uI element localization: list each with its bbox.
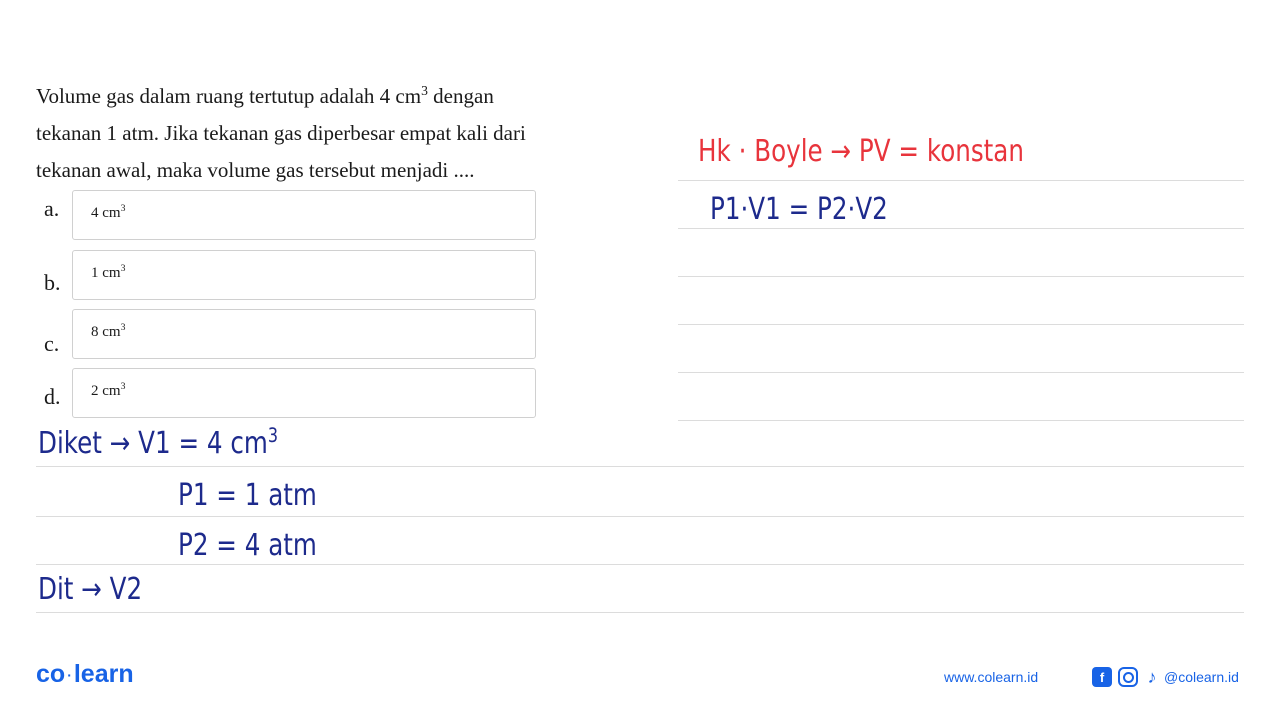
tiktok-icon[interactable]: ♪ [1147, 666, 1157, 687]
handwritten-known-p2: P2 = 4 atm [178, 528, 317, 563]
question-text [36, 72, 636, 189]
option-box[interactable] [72, 309, 536, 359]
ruled-line [36, 612, 1244, 613]
colearn-logo: co ·learn [36, 660, 134, 688]
facebook-icon[interactable]: f [1092, 667, 1112, 687]
option-value: 1 $cm^3$ [91, 263, 126, 281]
option-letter: a. [44, 196, 60, 221]
ruled-line [678, 420, 1244, 421]
option-letter: c. [44, 331, 60, 356]
option-value: 4 $cm^3$ [91, 203, 126, 221]
option-value: 8 $cm^3$ [91, 322, 126, 340]
ruled-line [678, 372, 1244, 373]
social-handle[interactable]: @colearn.id [1164, 669, 1239, 685]
ruled-line [36, 564, 1244, 565]
handwritten-known-v1: Diket → V1 = 4 $cm^3$ [38, 424, 279, 461]
handwritten-asked-v2: Dit → V2 [38, 572, 143, 607]
option-value: 2 $cm^3$ [91, 381, 126, 399]
question-line-1: Volume gas dalam ruang tertutup adalah 4 $cm^3$ dengan [36, 83, 494, 108]
question-line-3: tekanan awal, maka volume gas tersebut menjadi .... [36, 158, 475, 182]
ruled-line [36, 466, 1244, 467]
option-box[interactable] [72, 190, 536, 240]
instagram-icon[interactable] [1118, 667, 1138, 687]
ruled-line [678, 180, 1244, 181]
question-line-2: tekanan 1 atm. Jika tekanan gas diperbesar empat kali dari [36, 121, 526, 145]
ruled-line [36, 516, 1244, 517]
handwritten-equation: P1·V1 = P2·V2 [710, 192, 888, 227]
option-box[interactable] [72, 368, 536, 418]
option-box[interactable] [72, 250, 536, 300]
handwritten-boyle-law: Hk · Boyle → PV = konstan [698, 134, 1024, 169]
website-url[interactable]: www.colearn.id [944, 669, 1039, 685]
option-letter: d. [44, 384, 61, 409]
option-letter: b. [44, 270, 61, 295]
ruled-line [678, 228, 1244, 229]
ruled-line [678, 276, 1244, 277]
handwritten-known-p1: P1 = 1 atm [178, 478, 317, 513]
ruled-line [678, 324, 1244, 325]
